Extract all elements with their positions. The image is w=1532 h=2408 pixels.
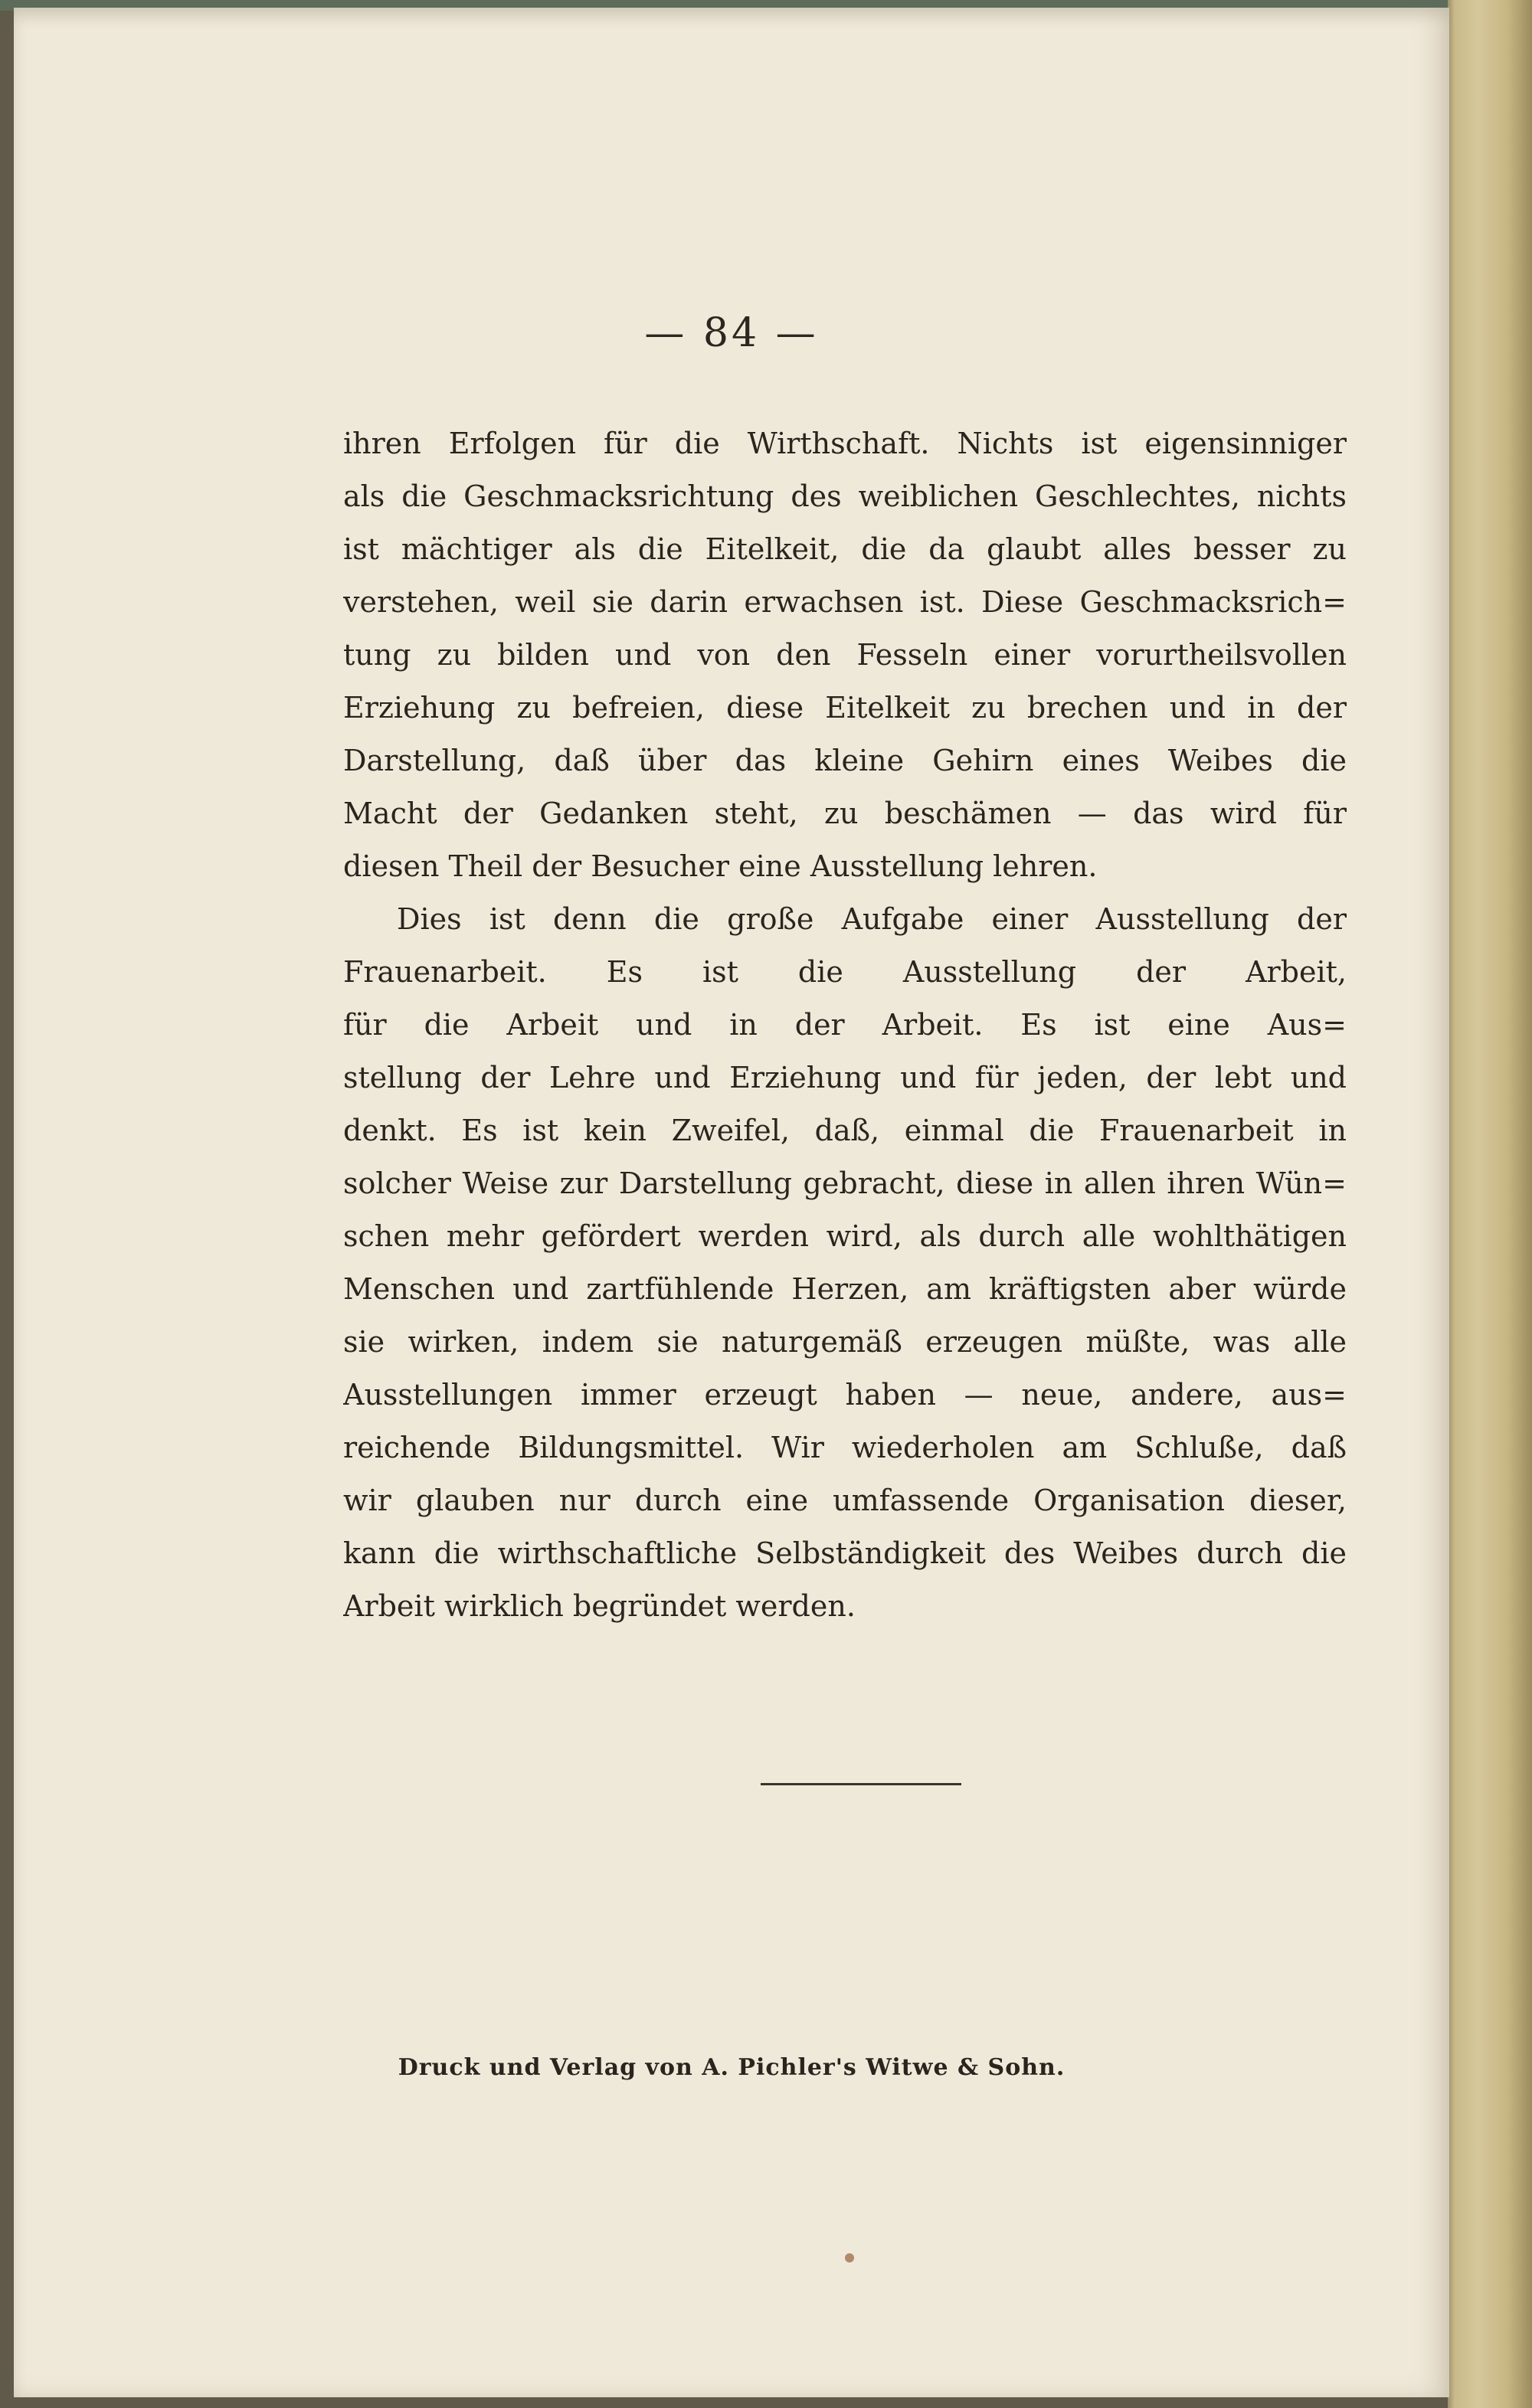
text-line: Erziehung zu befreien, diese Eitelkeit zu brechen und in der <box>343 691 1347 725</box>
text-line: wir glauben nur durch eine umfassende Organisation dieser, <box>343 1484 1347 1517</box>
text-line: für die Arbeit und in der Arbeit. Es ist eine Aus= <box>343 1008 1347 1042</box>
text-line: verstehen, weil sie darin erwachsen ist. Diese Geschmacksrich= <box>343 585 1347 619</box>
text-line: Menschen und zartfühlende Herzen, am kräftigsten aber würde <box>343 1272 1347 1306</box>
text-line: Frauenarbeit. Es ist die Ausstellung der Arbeit, <box>343 955 1347 989</box>
book-cover-edge <box>1448 0 1532 2408</box>
text-line: ihren Erfolgen für die Wirthschaft. Nichts ist eigensinniger <box>343 427 1347 460</box>
page-number: — 84 — <box>644 310 819 356</box>
page-blemish <box>845 2253 854 2262</box>
text-line: schen mehr gefördert werden wird, als durch alle wohlthätigen <box>343 1219 1347 1253</box>
printer-imprint: Druck und Verlag von A. Pichler's Witwe & Sohn. <box>398 2054 1066 2081</box>
text-line: Darstellung, daß über das kleine Gehirn eines Weibes die <box>343 744 1347 777</box>
text-line: diesen Theil der Besucher eine Ausstellung lehren. <box>343 849 1098 883</box>
text-line: Ausstellungen immer erzeugt haben — neue, andere, aus= <box>343 1378 1347 1412</box>
text-line: ist mächtiger als die Eitelkeit, die da glaubt alles besser zu <box>343 532 1347 566</box>
text-line: Arbeit wirklich begründet werden. <box>343 1589 856 1623</box>
text-line: sie wirken, indem sie naturgemäß erzeugen müßte, was alle <box>343 1325 1347 1359</box>
section-divider-rule <box>761 1783 961 1785</box>
body-text <box>343 417 1347 1633</box>
text-line: solcher Weise zur Darstellung gebracht, diese in allen ihren Wün= <box>343 1166 1347 1200</box>
text-line: denkt. Es ist kein Zweifel, daß, einmal die Frauenarbeit in <box>343 1114 1347 1147</box>
paragraph-start-line: Dies ist denn die große Aufgabe einer Ausstellung der <box>397 902 1347 936</box>
text-line: stellung der Lehre und Erziehung und für jeden, der lebt und <box>343 1061 1347 1094</box>
text-line: reichende Bildungsmittel. Wir wiederholen am Schluße, daß <box>343 1431 1347 1464</box>
text-line: als die Geschmacksrichtung des weiblichen Geschlechtes, nichts <box>343 479 1347 513</box>
text-line: kann die wirthschaftliche Selbständigkeit des Weibes durch die <box>343 1536 1347 1570</box>
text-line: Macht der Gedanken steht, zu beschämen — das wird für <box>343 797 1347 830</box>
book-page <box>14 8 1449 2397</box>
text-line: tung zu bilden und von den Fesseln einer vorurtheilsvollen <box>343 638 1347 672</box>
